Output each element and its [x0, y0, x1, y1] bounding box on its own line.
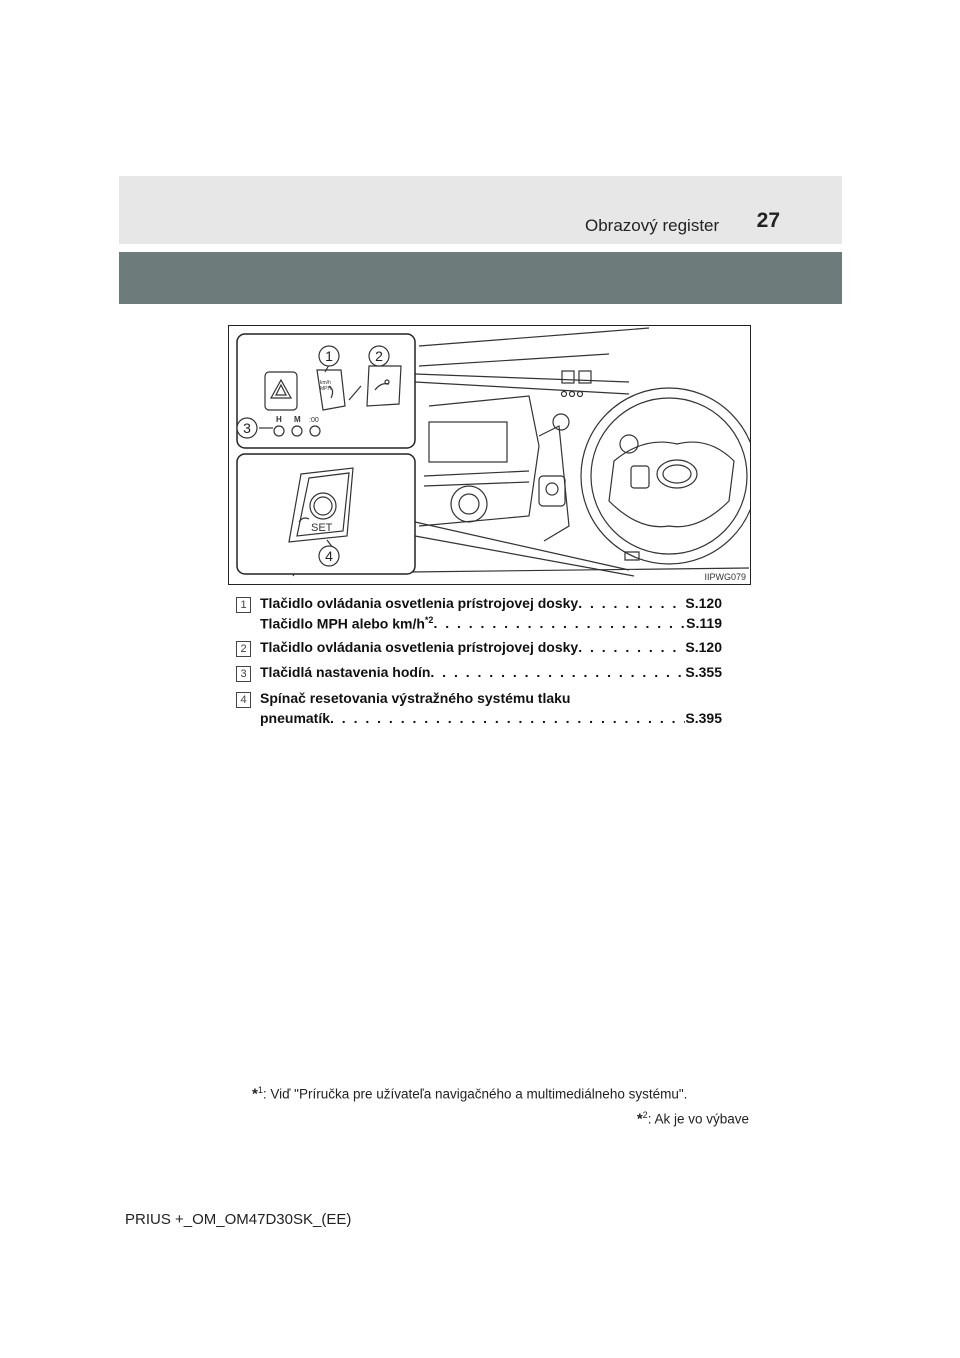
footer-doc-id: PRIUS +_OM_OM47D30SK_(EE): [125, 1211, 352, 1228]
item-label: Tlačidlo ovládania osvetlenia prístrojovej dosky: [260, 595, 579, 611]
callout-4: 4: [325, 548, 333, 564]
item-label: Tlačidlá nastavenia hodín: [260, 664, 431, 680]
steering-wheel-icon: [581, 388, 750, 564]
leader-dots: [578, 595, 685, 611]
leader-dots: [578, 639, 685, 655]
item-line: [260, 710, 722, 726]
zero-label: :00: [309, 417, 319, 424]
page-ref-link[interactable]: S.119: [686, 615, 722, 631]
item-label: pneumatík: [260, 710, 331, 726]
page-ref-link[interactable]: S.120: [685, 639, 722, 655]
page-number: 27: [756, 209, 780, 232]
leader-dots: [433, 615, 686, 632]
leader-dots: [430, 664, 685, 680]
set-label: SET: [311, 522, 333, 534]
section-band: [119, 252, 842, 304]
figure-code: IIPWG079: [704, 572, 746, 582]
footnote-ref: *2: [424, 615, 434, 625]
item-label: Spínač resetovania výstražného systému tlaku: [260, 690, 571, 706]
item-label: Tlačidlo ovládania osvetlenia prístrojovej dosky: [260, 639, 579, 655]
callout-3: 3: [243, 420, 251, 436]
item-line: [260, 595, 722, 611]
footnote-2: *$^2$: Ak je vo výbave: [636, 1110, 749, 1128]
mph-label: MPH: [320, 386, 332, 392]
item-label: Tlačidlo MPH alebo km/h: [260, 615, 425, 632]
page-ref-link[interactable]: S.120: [685, 595, 722, 611]
item-line: [260, 615, 722, 632]
item-badge: 1: [236, 597, 251, 613]
item-line: [260, 639, 722, 655]
page-ref-link[interactable]: S.395: [685, 710, 722, 726]
callout-2: 2: [375, 348, 383, 364]
leader-dots: [330, 710, 685, 726]
callout-1: 1: [325, 348, 333, 364]
h-label: H: [276, 415, 282, 424]
item-line: [260, 664, 722, 680]
page-title: Obrazový register: [585, 216, 720, 235]
dashboard-illustration: [228, 325, 751, 585]
dashboard-drawing: [229, 326, 750, 584]
page-ref-link[interactable]: S.355: [685, 664, 722, 680]
item-badge: 2: [236, 641, 251, 657]
item-line: [260, 690, 722, 706]
item-badge: 4: [236, 692, 251, 708]
m-label: M: [294, 415, 301, 424]
footnote-1: *$^1$: Viď "Príručka pre užívateľa navigačného a multimediálneho systému".: [252, 1085, 688, 1103]
kmh-label: km/h: [320, 380, 331, 386]
item-badge: 3: [236, 666, 251, 682]
